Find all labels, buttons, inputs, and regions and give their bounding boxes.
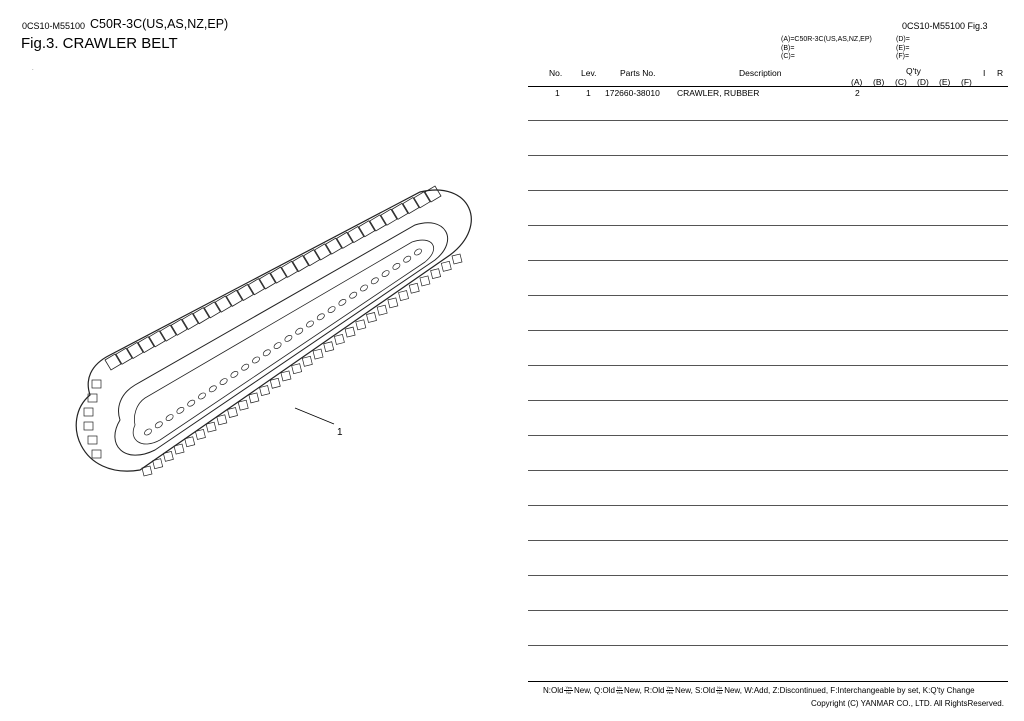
col-header-qty-a: (A) (851, 77, 863, 87)
row-rule (528, 645, 1008, 646)
tread-lug (334, 334, 344, 344)
tread-lug (388, 298, 398, 308)
tread-lug (313, 349, 323, 359)
guide-lug (273, 341, 282, 350)
guide-lug (338, 298, 347, 307)
guide-lug (348, 291, 357, 300)
guide-lug (381, 269, 390, 278)
model-list-abc (781, 36, 872, 62)
belt-outer-outline (76, 190, 471, 471)
model-d: (D)= (896, 36, 910, 43)
tread-lug (420, 276, 430, 286)
guide-lug (262, 348, 271, 357)
tread-lug (441, 261, 451, 271)
crawler-belt-illustration (50, 180, 480, 480)
tread-lug (425, 186, 441, 202)
change-code-legend (543, 686, 975, 695)
guide-lug (186, 399, 195, 408)
guide-lug (327, 305, 336, 314)
tread-lug (195, 429, 205, 439)
guide-lug (165, 413, 174, 422)
guide-lug (208, 384, 217, 393)
legend-r: R:Old $\frac{\text{Yes}}{\text{Yes}}$ New, (644, 685, 696, 696)
row-rule (528, 470, 1008, 471)
tread-lug (324, 342, 334, 352)
model-e: (E)= (896, 44, 910, 52)
guide-lug (413, 248, 422, 257)
tread-lug (431, 269, 441, 279)
guide-lug (230, 370, 239, 379)
guide-lug (251, 356, 260, 365)
model-c: (C)= (781, 53, 795, 60)
tread-lug (292, 364, 302, 374)
callout-label-1: 1 (337, 427, 343, 438)
tread-lug (228, 408, 238, 418)
guide-lug (240, 363, 249, 372)
col-header-qty-d: (D) (917, 77, 929, 87)
guide-lug (402, 255, 411, 264)
model-name: C50R-3C(US,AS,NZ,EP) (90, 17, 229, 31)
tread-lug (84, 422, 93, 430)
tread-lug (409, 283, 419, 293)
row-1-qty-a: 2 (855, 88, 860, 98)
row-1-description: CRAWLER, RUBBER (677, 88, 760, 98)
footer-rule (528, 681, 1008, 682)
tread-lug (142, 466, 152, 476)
guide-lug (359, 284, 368, 293)
col-header-i: I (983, 68, 986, 78)
row-rule (528, 260, 1008, 261)
tread-lug (206, 422, 216, 432)
col-header-r: R (997, 68, 1004, 78)
legend-q: Q:Old $\frac{No}{\text{Yes}}$ New, (594, 685, 645, 696)
model-b: (B)= (781, 44, 795, 52)
row-rule (528, 575, 1008, 576)
tread-lug (163, 451, 173, 461)
tread-lug (345, 327, 355, 337)
tread-lug (84, 408, 93, 416)
guide-lug (197, 392, 206, 401)
guide-lug (305, 320, 314, 329)
tread-lug (174, 444, 184, 454)
legend-s: S:Old $\frac{No}{No}$ New, W:Add, Z:Discontinued, F:Interchangeable by set, K:Q'ty Change (695, 685, 975, 696)
stray-dot: . (32, 66, 34, 72)
guide-lug (219, 377, 228, 386)
row-rule (528, 540, 1008, 541)
guide-lug (370, 276, 379, 285)
col-header-description: Description (739, 68, 782, 78)
col-header-parts-no: Parts No. (620, 68, 656, 78)
guide-lug (176, 406, 185, 415)
tread-lug (185, 437, 195, 447)
guide-lug (392, 262, 401, 271)
guide-lug (154, 420, 163, 429)
guide-lug (316, 312, 325, 321)
row-rule (528, 120, 1008, 121)
col-header-qty-e: (E) (939, 77, 951, 87)
col-header-qty-b: (B) (873, 77, 885, 87)
tread-lug (302, 356, 312, 366)
col-header-qty-f: (F) (961, 77, 972, 87)
legend-n: N:Old $\frac{\text{Yes}}{No}$ New, (543, 685, 594, 696)
row-rule (528, 610, 1008, 611)
document-code: 0CS10-M55100 (22, 21, 86, 31)
row-rule (528, 435, 1008, 436)
row-rule (528, 155, 1008, 156)
tread-lug (366, 312, 376, 322)
row-1-lev: 1 (586, 88, 591, 98)
row-rule (528, 505, 1008, 506)
tread-lug (356, 320, 366, 330)
tread-lug (88, 436, 97, 444)
tread-lug (270, 378, 280, 388)
guide-lug (294, 327, 303, 336)
tread-lug (217, 415, 227, 425)
col-header-qty: Q'ty (906, 66, 921, 76)
guide-lug (284, 334, 293, 343)
col-header-no: No. (549, 68, 563, 78)
col-header-qty-c: (C) (895, 77, 907, 87)
copyright-notice: Copyright (C) YANMAR CO., LTD. All RightsReserved. (811, 699, 1004, 708)
row-rule (528, 400, 1008, 401)
tread-lug (399, 291, 409, 301)
tread-lug (260, 386, 270, 396)
tread-lug (377, 305, 387, 315)
tread-lug (92, 380, 101, 388)
row-1-part-number: 172660-38010 (605, 88, 660, 98)
model-list-def (896, 36, 910, 62)
row-1-no: 1 (555, 88, 560, 98)
header-doc-code: 0CS10-M55100 Fig.3 (902, 21, 988, 31)
figure-title: Fig.3. CRAWLER BELT (21, 35, 178, 52)
row-rule (528, 365, 1008, 366)
model-f: (F)= (896, 53, 910, 60)
col-header-lev: Lev. (581, 68, 597, 78)
tread-lug (238, 400, 248, 410)
guide-lug (143, 428, 152, 437)
callout-leader-line (295, 408, 334, 424)
row-rule (528, 225, 1008, 226)
row-rule (528, 295, 1008, 296)
tread-lug (92, 450, 101, 458)
tread-lug (249, 393, 259, 403)
model-a: (A)=C50R-3C(US,AS,NZ,EP) (781, 36, 872, 43)
tread-lug (281, 371, 291, 381)
row-rule (528, 330, 1008, 331)
header-rule (528, 86, 1008, 87)
tread-lug (452, 254, 462, 264)
tread-lug (153, 459, 163, 469)
row-rule (528, 190, 1008, 191)
